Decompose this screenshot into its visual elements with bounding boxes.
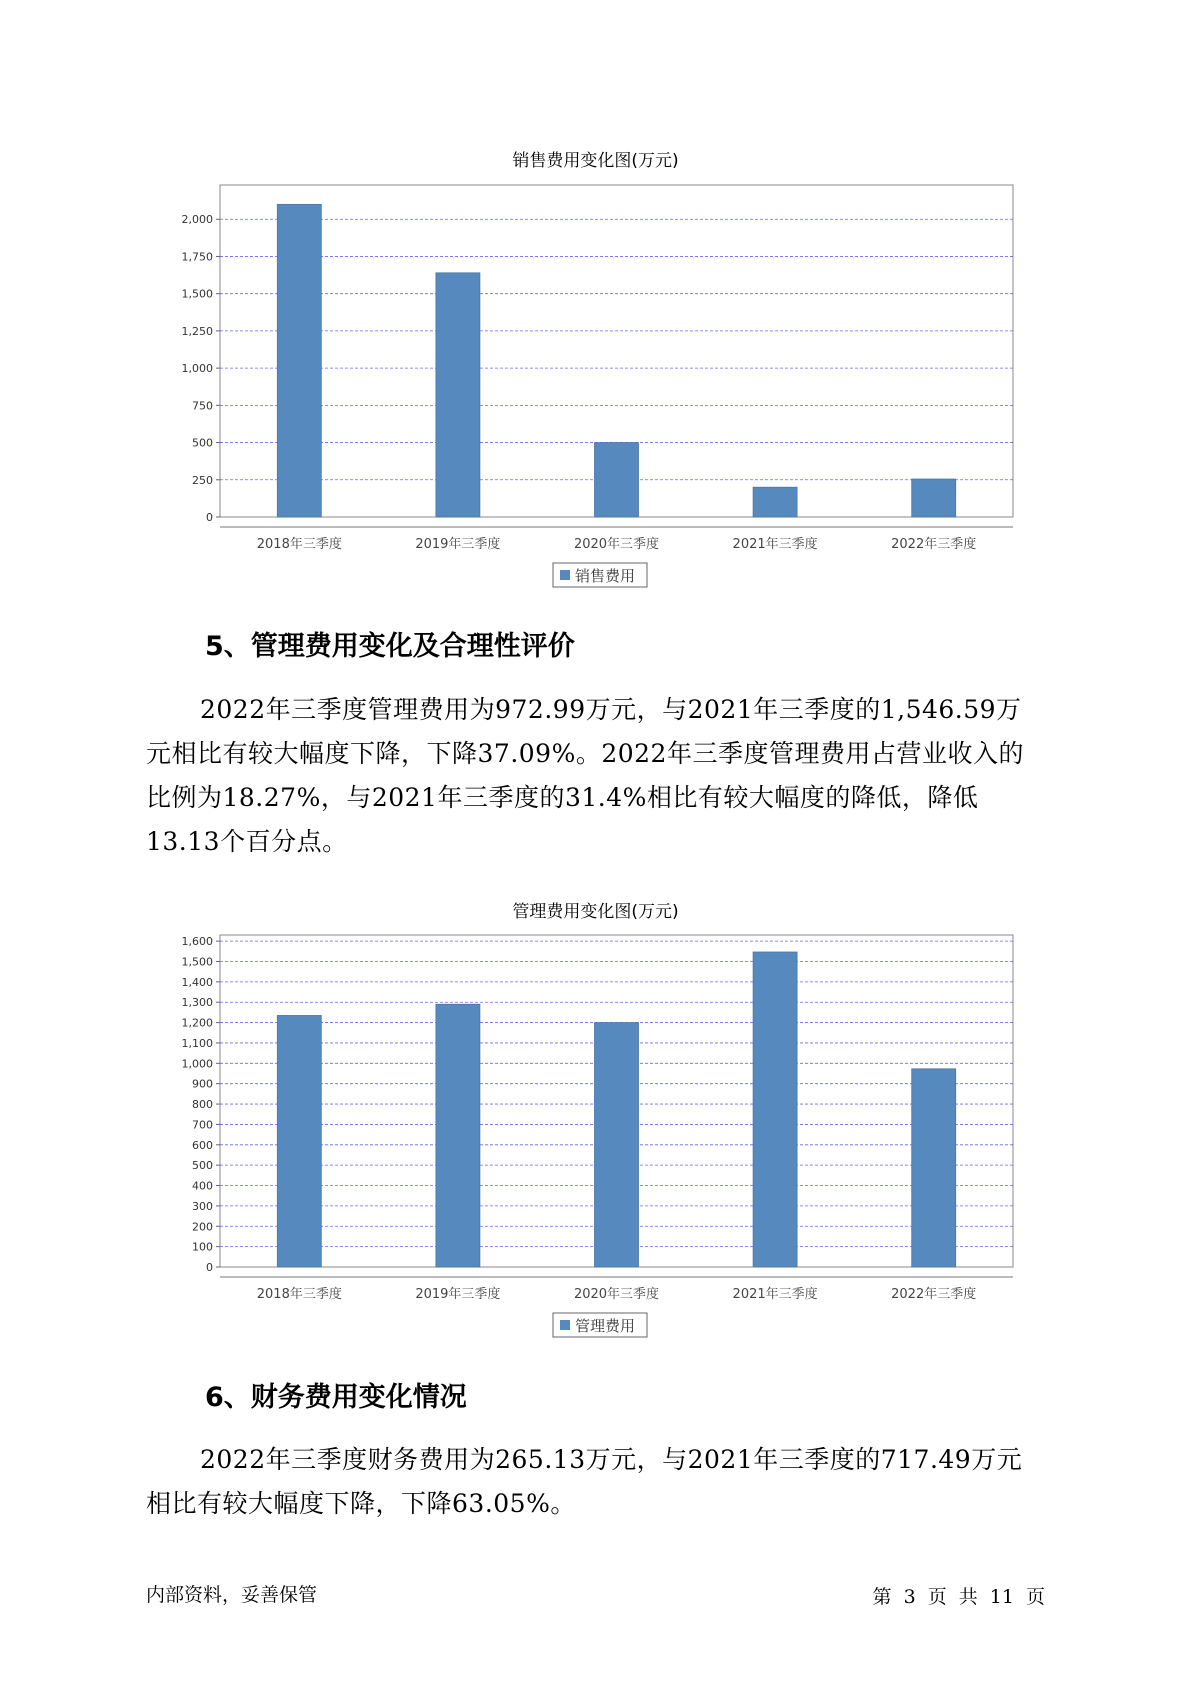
y-tick-label: 400 xyxy=(192,1179,213,1193)
legend-swatch xyxy=(560,570,570,580)
bar xyxy=(753,952,797,1267)
y-tick-label: 1,500 xyxy=(181,287,213,301)
x-tick-label: 2022年三季度 xyxy=(891,1287,977,1302)
x-tick-label: 2020年三季度 xyxy=(573,537,660,552)
legend-label: 管理费用 xyxy=(575,1317,636,1335)
chart2-title: 管理费用变化图(万元) xyxy=(512,902,679,922)
x-tick-label: 2018年三季度 xyxy=(256,537,342,552)
y-tick-label: 1,100 xyxy=(181,1036,213,1050)
y-tick-label: 0 xyxy=(206,511,213,524)
bar xyxy=(912,1069,956,1267)
section5-paragraph: 2022年三季度管理费用为972.99万元，与2021年三季度的1,546.59万元相比有较大幅度下降，下降37.09%。2022年三季度管理费用占营业收入的比例为18.27%，与2021年三季度的31.4%相比有较大幅度的降低，降低13.13个百分点。 xyxy=(146,695,1024,856)
y-tick-label: 600 xyxy=(192,1138,213,1152)
legend-swatch xyxy=(560,1320,570,1330)
y-tick-label: 1,600 xyxy=(181,935,213,949)
x-tick-label: 2021年三季度 xyxy=(732,537,818,552)
y-tick-label: 500 xyxy=(192,436,213,450)
section5-heading: 5、管理费用变化及合理性评价 xyxy=(205,631,575,662)
y-tick-label: 1,750 xyxy=(181,250,213,264)
legend xyxy=(553,1313,647,1337)
legend xyxy=(553,563,647,587)
bar xyxy=(436,1004,480,1267)
x-tick-label: 2018年三季度 xyxy=(256,1287,342,1302)
admin-expense-chart xyxy=(0,920,1191,1340)
y-tick-label: 1,400 xyxy=(181,975,213,989)
x-tick-label: 2022年三季度 xyxy=(891,537,977,552)
y-tick-label: 1,000 xyxy=(181,362,213,376)
legend-label: 销售费用 xyxy=(575,567,636,585)
y-tick-label: 1,500 xyxy=(181,955,213,969)
y-tick-label: 1,250 xyxy=(181,324,213,338)
y-tick-label: 200 xyxy=(192,1220,213,1234)
y-tick-label: 2,000 xyxy=(181,213,213,227)
x-tick-label: 2020年三季度 xyxy=(573,1287,660,1302)
bar xyxy=(595,443,639,517)
y-tick-label: 500 xyxy=(192,1159,213,1173)
footer-page-number: 第 3 页 共 11 页 xyxy=(872,1586,1045,1608)
y-tick-label: 1,200 xyxy=(181,1016,213,1030)
bar xyxy=(277,1015,321,1267)
x-tick-label: 2021年三季度 xyxy=(732,1287,818,1302)
y-tick-label: 100 xyxy=(192,1240,213,1254)
y-tick-label: 900 xyxy=(192,1077,213,1091)
y-tick-label: 750 xyxy=(192,399,213,413)
x-tick-label: 2019年三季度 xyxy=(415,1287,501,1302)
bar xyxy=(912,479,956,517)
y-tick-label: 700 xyxy=(192,1118,213,1132)
y-tick-label: 800 xyxy=(192,1098,213,1112)
y-tick-label: 300 xyxy=(192,1199,213,1213)
bar xyxy=(277,204,321,517)
y-tick-label: 0 xyxy=(206,1261,213,1274)
y-tick-label: 1,300 xyxy=(181,996,213,1010)
section6-heading: 6、财务费用变化情况 xyxy=(205,1382,467,1413)
footer-confidential: 内部资料，妥善保管 xyxy=(146,1584,318,1606)
y-tick-label: 250 xyxy=(192,473,213,487)
section6-paragraph: 2022年三季度财务费用为265.13万元，与2021年三季度的717.49万元相比有较大幅度下降，下降63.05%。 xyxy=(146,1445,1023,1518)
y-tick-label: 1,000 xyxy=(181,1057,213,1071)
chart1-title: 销售费用变化图(万元) xyxy=(512,151,679,171)
x-tick-label: 2019年三季度 xyxy=(415,537,501,552)
bar xyxy=(753,487,797,517)
sales-expense-chart xyxy=(0,170,1191,590)
bar xyxy=(436,273,480,517)
bar xyxy=(595,1023,639,1267)
